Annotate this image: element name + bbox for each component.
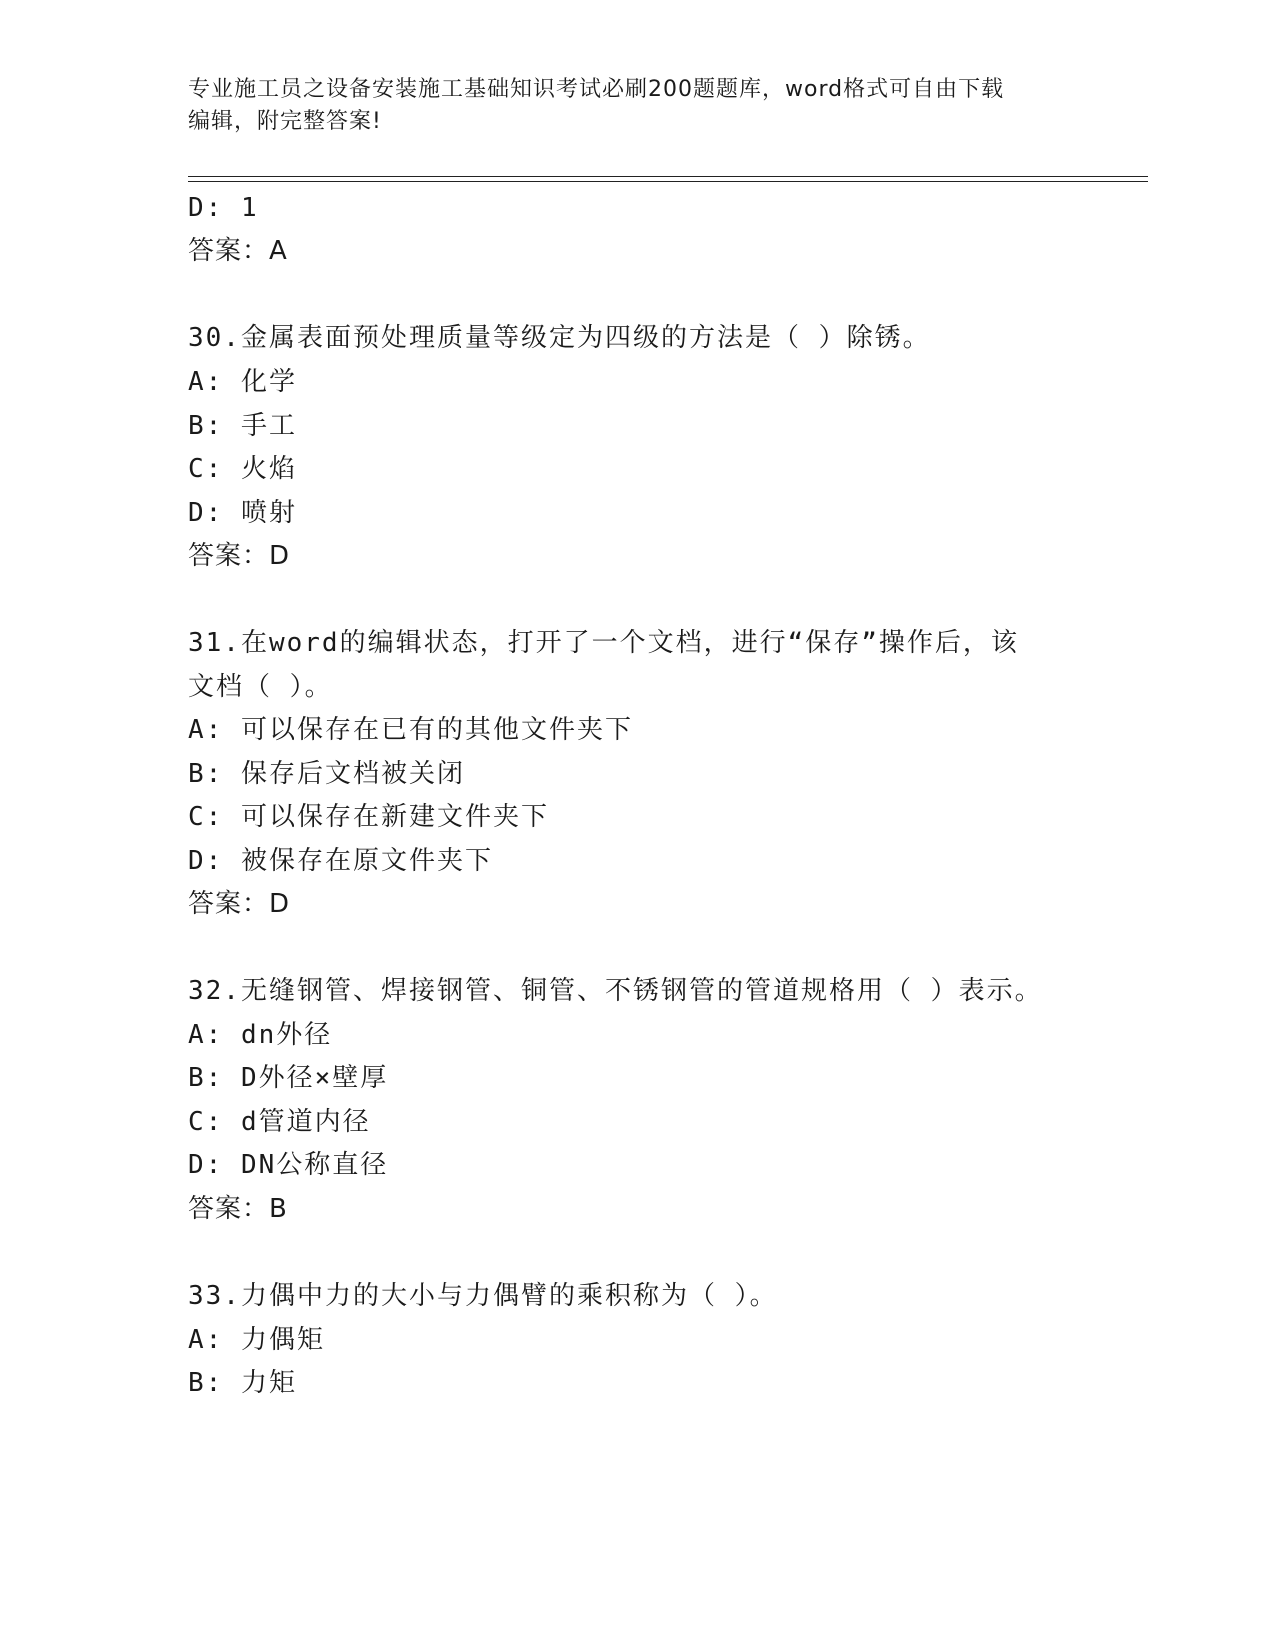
q30-answer: 答案：D [188, 541, 291, 571]
header-line-2: 编辑，附完整答案! [188, 109, 382, 134]
q31-option-a: A: 可以保存在已有的其他文件夹下 [188, 715, 633, 745]
q32-stem: 32.无缝钢管、焊接钢管、铜管、不锈钢管的管道规格用（ ）表示。 [188, 976, 1043, 1006]
q32-option-c: C: d管道内径 [188, 1107, 371, 1137]
q33-option-a: A: 力偶矩 [188, 1325, 325, 1355]
q30-option-d: D: 喷射 [188, 498, 297, 528]
header-rule-top [188, 176, 1148, 177]
q32-option-d: D: DN公称直径 [188, 1150, 389, 1180]
q31-stem-line-2: 文档（ ）。 [188, 672, 333, 702]
q30-option-c: C: 火焰 [188, 454, 297, 484]
q32-option-a: A: dn外径 [188, 1020, 333, 1050]
header-rule-bottom [188, 181, 1148, 182]
document-header [188, 74, 1068, 138]
q31-answer: 答案：D [188, 889, 291, 919]
q30-option-b: B: 手工 [188, 411, 297, 441]
q31-stem-line-1: 31.在word的编辑状态，打开了一个文档，进行“保存”操作后，该 [188, 628, 1019, 658]
q31-option-d: D: 被保存在原文件夹下 [188, 846, 493, 876]
q30-option-a: A: 化学 [188, 367, 297, 397]
prev-answer: 答案：A [188, 236, 288, 266]
q31-option-b: B: 保存后文档被关闭 [188, 759, 465, 789]
q33-option-b: B: 力矩 [188, 1368, 297, 1398]
header-line-1: 专业施工员之设备安装施工基础知识考试必刷200题题库，word格式可自由下载 [188, 77, 1005, 102]
q30-stem: 30.金属表面预处理质量等级定为四级的方法是（ ）除锈。 [188, 323, 931, 353]
q32-option-b: B: D外径×壁厚 [188, 1063, 389, 1093]
q33-stem: 33.力偶中力的大小与力偶臂的乘积称为（ ）。 [188, 1281, 778, 1311]
prev-option-d: D: 1 [188, 193, 259, 223]
q31-option-c: C: 可以保存在新建文件夹下 [188, 802, 549, 832]
q32-answer: 答案：B [188, 1194, 288, 1224]
